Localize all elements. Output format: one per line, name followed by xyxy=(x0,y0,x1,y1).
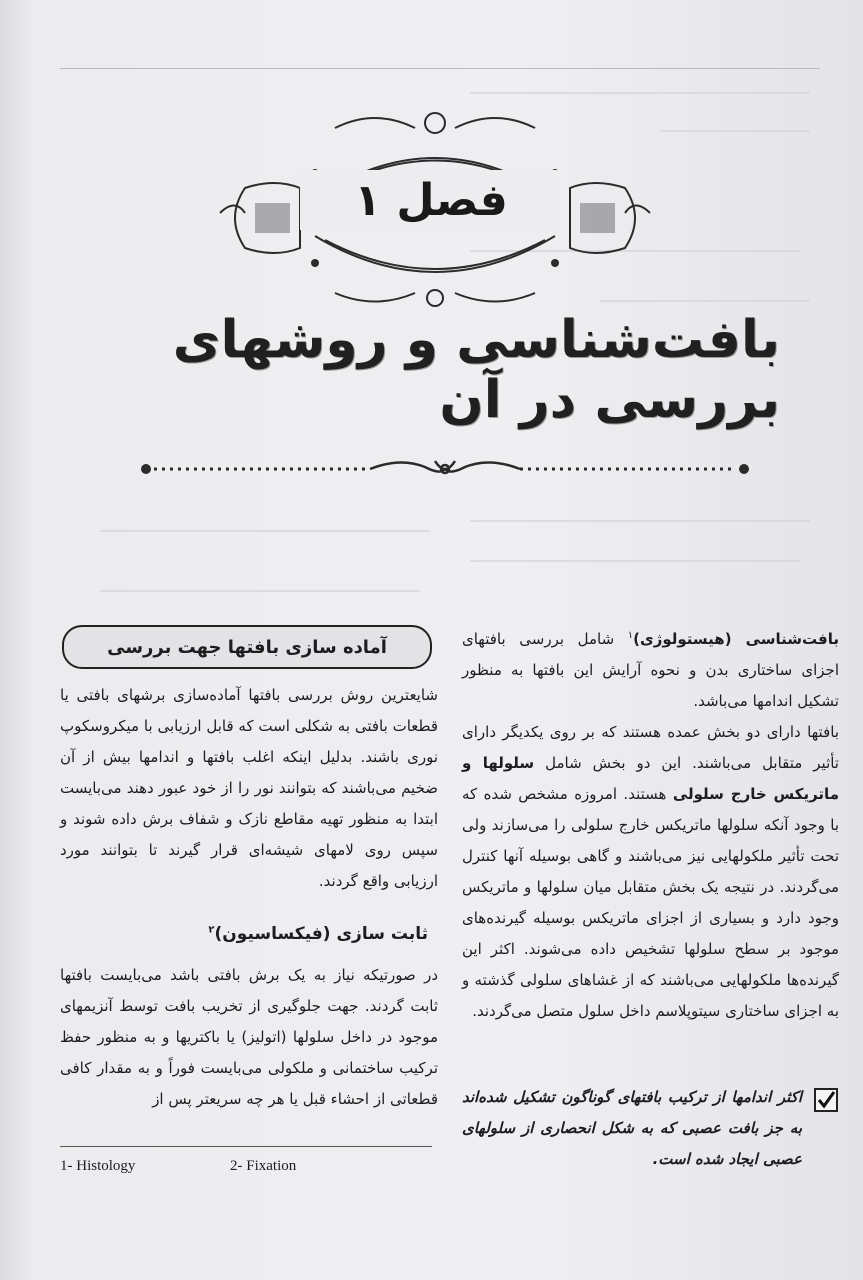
highlight-note: اکثر اندامها از ترکیب بافتهای گوناگون تشکیل شده‌اند به جز بافت عصبی که به شکل انحصاری از سلولهای عصبی ایجاد شده است. xyxy=(462,1088,802,1168)
footnote-ref-2: ۲ xyxy=(208,924,215,936)
title-divider xyxy=(140,455,750,483)
left-column xyxy=(60,680,438,897)
fixation-paragraph: در صورتیکه نیاز به یک برش بافتی باشد می‌بایست بافتها ثابت گردند. جهت جلوگیری از تخریب بافت توسط آنزیمهای موجود در داخل سلولها (اتولیز) یا باکتریها و به منظور حفظ ترکیب ساختمانی و ملکولی می‌بایست فوراً و به مقدار کافی قطعاتی از احشاء قبل یا هر چه سریعتر پس از xyxy=(60,966,438,1108)
footnote-1: 1- Histology xyxy=(60,1158,136,1174)
footnote-2: 2- Fixation xyxy=(230,1158,297,1174)
fixation-heading xyxy=(100,924,428,954)
bleed-through xyxy=(100,590,420,592)
intro-text: شامل بررسی بافتهای اجزای ساختاری بدن و نحوه آرایش این بافتها به منظور تشکیل اندامها می‌باشد. xyxy=(462,630,839,710)
footnote-rule xyxy=(60,1146,432,1147)
bleed-through xyxy=(470,92,810,94)
page-title: بافت‌شناسی و روشهای بررسی در آن xyxy=(172,310,780,430)
bleed-through xyxy=(470,560,800,562)
tissue-text-c: هستند. امروزه مشخص شده که با وجود آنکه سلولها ماتریکس خارج سلولی را می‌سازند ولی تحت تأثیر ملکولهایی نیز می‌باشند و گاهی بوسیله آنها کنترل می‌گردند. در نتیجه یک بخش متقابل میان سلولها و ماتریکس وجود دارد و بسیاری از اجزای ماتریکس بوسیله گیرنده‌های موجود بر سطح سلولها تشخیص داده می‌شوند. اکثر این گیرنده‌ها ملکولهایی می‌باشند که از غشاهای سلولی گذشته و به اجزای ساختاری سیتوپلاسم داخل سلول متصل می‌گردند. xyxy=(462,785,839,1020)
section-heading: آماده سازی بافتها جهت بررسی xyxy=(62,625,432,669)
intro-paragraph xyxy=(462,620,839,717)
preparation-paragraph: شایعترین روش بررسی بافتها آماده‌سازی برشهای بافتی یا قطعات بافتی به شکلی است که قابل ارزیابی با میکروسکوپ نوری باشند. بدلیل اینکه اغلب بافتها و اندامها بیش از آن ضخیم می‌باشند که بتوانند نور را از خود عبور دهند می‌بایست ابتدا به منظور تهیه مقاطع نازک و شفاف برش داده شوند و سپس روی لامهای شیشه‌ای قرار گیرند تا بتوانند مورد ارزیابی واقع گردند. xyxy=(60,686,438,890)
tissue-text-a: بافتها دارای دو بخش عمده هستند که بر روی یکدیگر دارای تأثیر متقابل می‌باشند. این دو بخش شامل xyxy=(462,723,839,772)
footnote-ref-1: ۱ xyxy=(627,630,634,641)
tissue-paragraph xyxy=(462,717,839,1027)
checkmark-icon xyxy=(814,1088,838,1112)
header-rule xyxy=(60,68,820,69)
fixation-heading-text: ثابت سازی (فیکساسیون) xyxy=(214,924,428,944)
bleed-through xyxy=(470,520,810,522)
chapter-label: فصل ۱ xyxy=(300,170,562,230)
right-column xyxy=(462,620,839,1027)
histology-term: بافت‌شناسی (هیستولوژی) xyxy=(633,630,839,648)
bleed-through xyxy=(660,130,810,132)
bleed-through xyxy=(100,530,430,532)
cells-matrix-term: سلولها و ماتریکس خارج سلولی xyxy=(462,754,839,803)
